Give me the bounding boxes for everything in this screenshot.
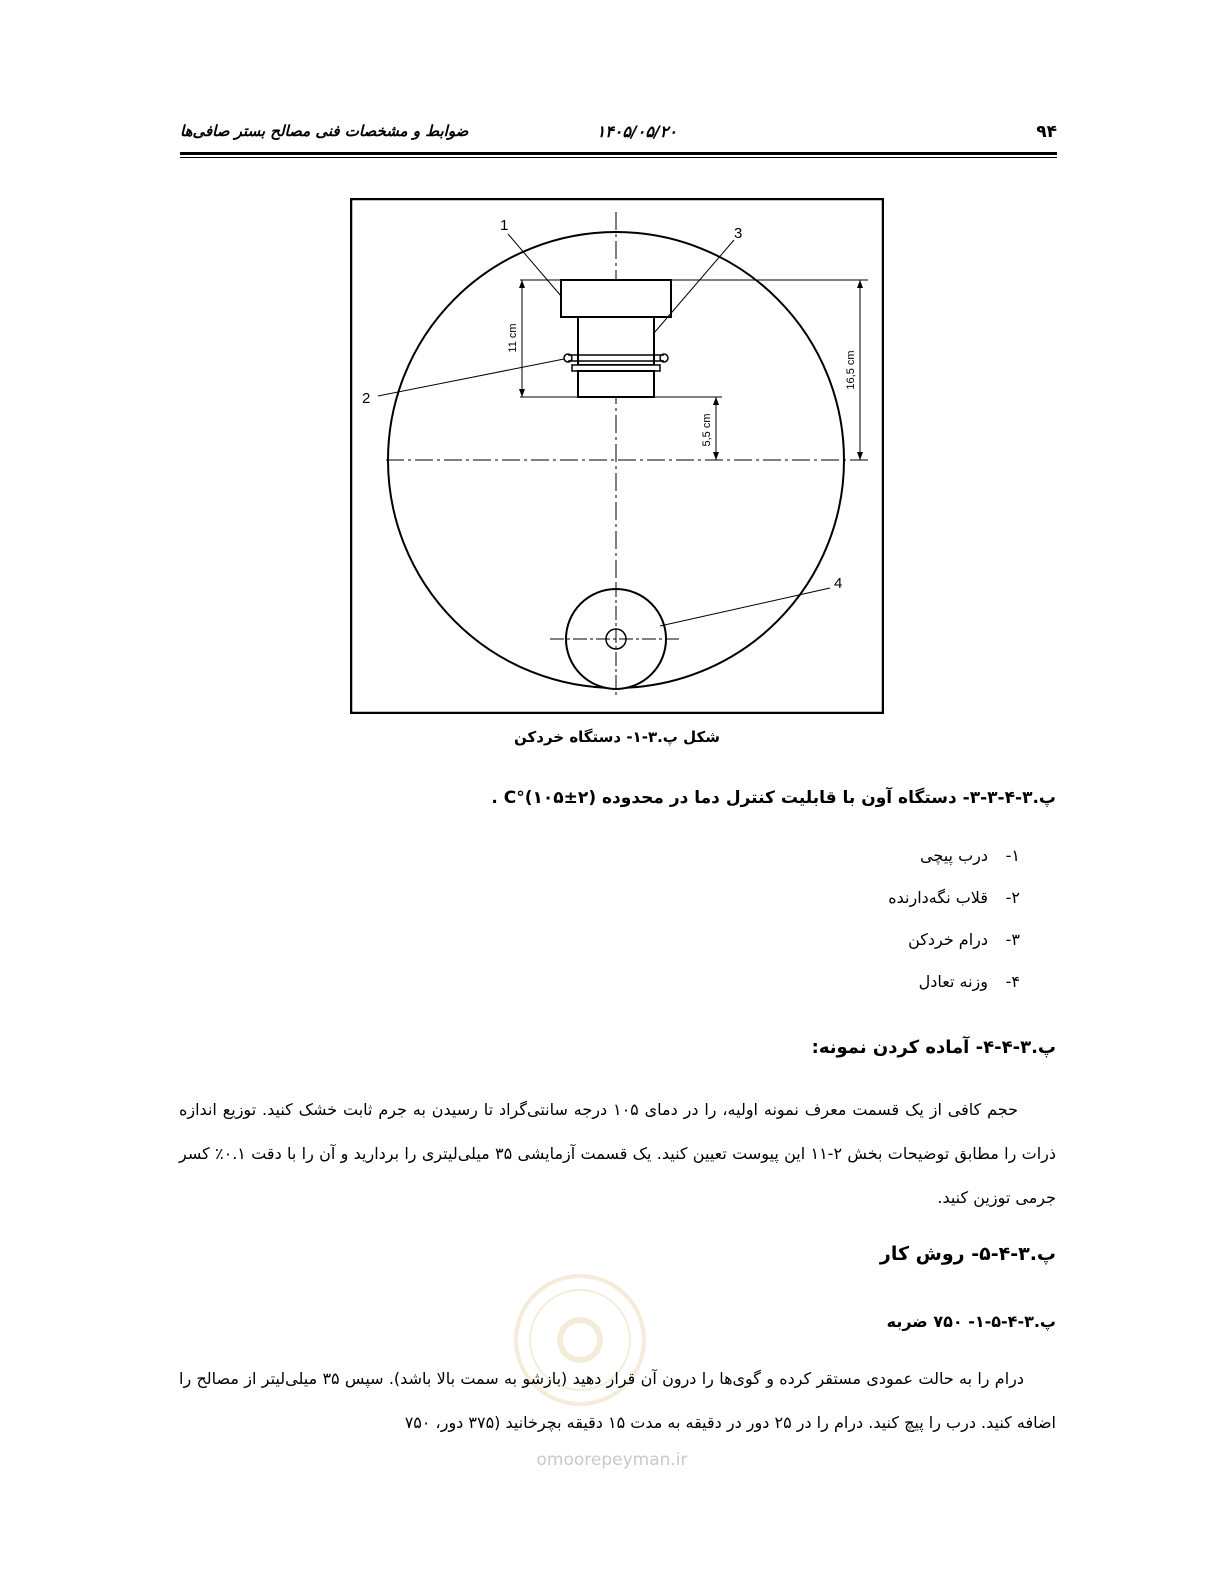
callout-3: 3 xyxy=(734,225,743,242)
watermark-url: omoorepeyman.ir xyxy=(536,1450,688,1470)
blows-750-heading: پ.۳-۴-۵-۱- ۷۵۰ ضربه xyxy=(886,1312,1056,1331)
callout-4: 4 xyxy=(834,575,843,592)
header-rule-thick xyxy=(180,152,1057,155)
legend-text: قلاب نگه‌دارنده xyxy=(888,888,988,907)
legend-number: ۲- xyxy=(1005,888,1020,907)
drum-neck-upper xyxy=(578,317,654,365)
screw-cap xyxy=(561,280,671,317)
header-date: ۱۴۰۵/۰۵/۲۰ xyxy=(596,122,677,141)
leader-line-1 xyxy=(508,234,561,296)
legend-item xyxy=(620,884,1020,926)
sample-prep-paragraph: حجم کافی از یک قسمت معرف نمونه اولیه، را در دمای ۱۰۵ درجه سانتی‌گراد تا رسیدن به جرم ثابت خشک کنید. توزیع اندازه ذرات را مطابق توضیحات بخش ۲-۱۱ این پیوست تعیین کنید. یک قسمت آزمایشی ۳۵ میلی‌لیتری را بردارید و آن را با دقت ۰.۱٪ کسر جرمی توزین کنید. xyxy=(179,1100,1057,1207)
legend-item xyxy=(620,926,1020,968)
arrowhead xyxy=(713,452,719,460)
arrowhead xyxy=(713,397,719,405)
legend-text: درام خردکن xyxy=(908,930,988,949)
dimension-label-16-5: 16,5 cm xyxy=(845,350,857,390)
callout-2: 2 xyxy=(362,390,371,407)
page-header xyxy=(180,118,1057,158)
legend-number: ۱- xyxy=(1005,846,1020,865)
figure-legend-list xyxy=(620,842,1020,1010)
legend-number: ۳- xyxy=(1005,930,1020,949)
procedure-paragraph: درام را به حالت عمودی مستقر کرده و گوی‌ها را درون آن قرار دهید (بازشو به سمت بالا باشد). سپس ۳۵ میلی‌لیتر از مصالح را اضافه کنید. درب را پیچ کنید. درام را در ۲۵ دور در دقیقه به مدت ۱۵ دقیقه بچرخانید (۳۷۵ دور، ۷۵۰ xyxy=(179,1369,1056,1432)
arrowhead xyxy=(519,280,525,288)
dimension-label-11: 11 cm xyxy=(507,323,519,353)
dimension-label-5-5: 5,5 cm xyxy=(701,413,713,447)
oven-heading: پ.۳-۴-۳-۳- دستگاه آون با قابلیت کنترل دما در محدوده (۲±۱۰۵)°C . xyxy=(491,788,1056,808)
figure-caption: شکل پ.۳-۱- دستگاه خردکن xyxy=(514,728,720,746)
leader-line-4 xyxy=(660,588,830,626)
sample-prep-heading: پ.۳-۴-۴- آماده کردن نمونه: xyxy=(811,1037,1056,1058)
arrowhead xyxy=(857,280,863,288)
legend-text: درب پیچی xyxy=(920,846,988,865)
page-number: ۹۴ xyxy=(1036,122,1057,142)
legend-text: وزنه تعادل xyxy=(918,972,988,991)
legend-item xyxy=(620,842,1020,884)
procedure-heading: پ.۳-۴-۵- روش کار xyxy=(879,1243,1056,1265)
crusher-diagram xyxy=(350,198,884,714)
legend-number: ۴- xyxy=(1005,972,1020,991)
legend-item xyxy=(620,968,1020,1010)
arrowhead xyxy=(857,452,863,460)
header-rule-thin xyxy=(180,157,1057,158)
arrowhead xyxy=(519,389,525,397)
leader-line-2 xyxy=(378,359,564,396)
callout-1: 1 xyxy=(500,217,509,234)
header-title: ضوابط و مشخصات فنی مصالح بستر صافی‌ها xyxy=(180,122,469,140)
drum-neck-lower xyxy=(578,371,654,397)
